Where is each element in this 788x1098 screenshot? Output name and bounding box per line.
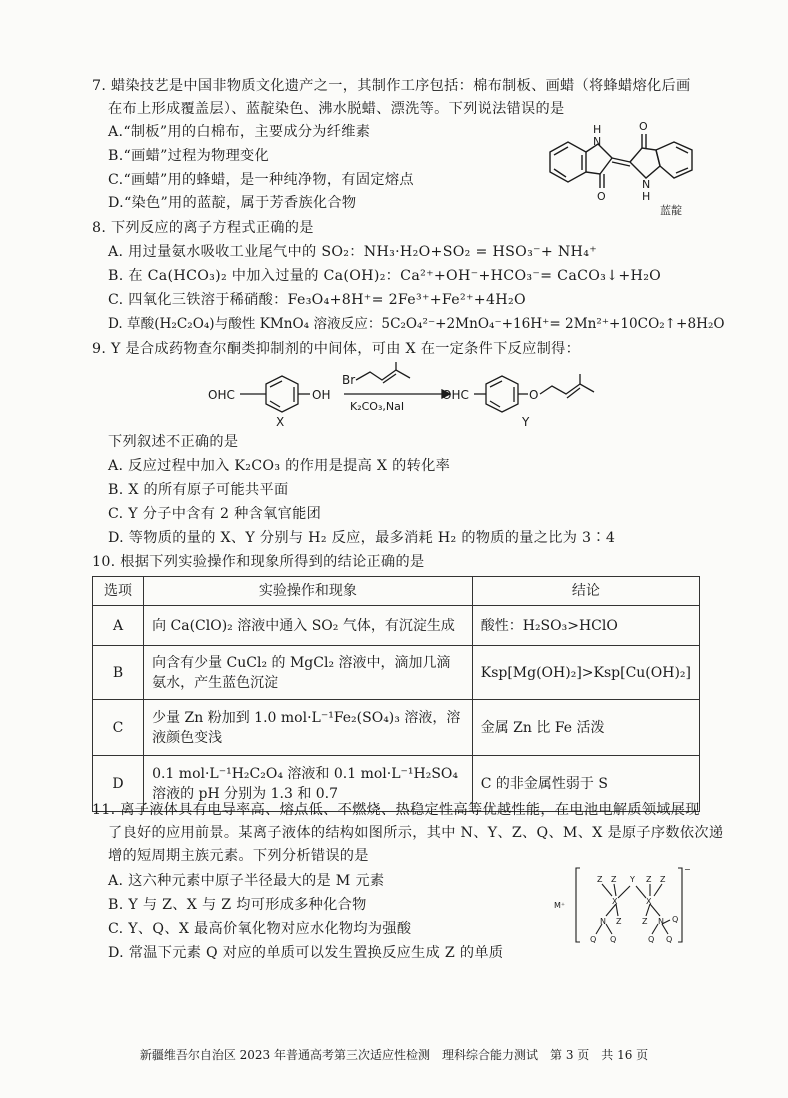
q8-option-c: C. 四氧化三铁溶于稀硝酸：Fe₃O₄+8H⁺= 2Fe³⁺+Fe²⁺+4H₂O [108, 292, 526, 308]
row-key: B [93, 646, 144, 700]
q11-stem-line3: 增的短周期主族元素。下列分析错误的是 [108, 848, 369, 864]
row-key: A [93, 606, 144, 646]
atom-z: Z [646, 875, 652, 884]
row-conclusion: C 的非金属性弱于 S [472, 756, 699, 812]
indigo-n-top: N [593, 135, 602, 148]
q9-option-d: D. 等物质的量的 X、Y 分别与 H₂ 反应，最多消耗 H₂ 的物质的量之比为 3∶4 [108, 530, 616, 546]
q11-option-d: D. 常温下元素 Q 对应的单质可以发生置换反应生成 Z 的单质 [108, 945, 504, 961]
row-operation: 向含有少量 CuCl₂ 的 MgCl₂ 溶液中，滴加几滴氨水，产生蓝色沉淀 [144, 646, 473, 700]
row-key: C [93, 700, 144, 756]
page-footer: 新疆维吾尔自治区 2023 年普通高考第三次适应性检测 理科综合能力测试 第 3 页 共 16 页 [139, 1048, 649, 1062]
row-operation: 0.1 mol·L⁻¹H₂C₂O₄ 溶液和 0.1 mol·L⁻¹H₂SO₄ 溶液的 pH 分别为 1.3 和 0.7 [144, 756, 473, 812]
atom-z: Z [642, 917, 648, 926]
x-oh-label: OH [312, 388, 331, 402]
q10-stem: 10. 根据下列实验操作和现象所得到的结论正确的是 [92, 554, 425, 570]
q9-stem: 9. Y 是合成药物查尔酮类抑制剂的中间体，可由 X 在一定条件下反应制得： [92, 341, 581, 357]
indigo-label: 蓝靛 [660, 204, 682, 217]
atom-z: Z [597, 875, 603, 884]
atom-z: Z [616, 917, 622, 926]
atom-z: Z [611, 875, 617, 884]
q9-reaction-scheme [206, 360, 606, 432]
y-compound-label: Y [522, 415, 530, 429]
q8-option-a: A. 用过量氨水吸收工业尾气中的 SO₂：NH₃·H₂O+SO₂ = HSO₃⁻+ NH₄⁺ [108, 244, 598, 260]
row-conclusion: Ksp[Mg(OH)₂]>Ksp[Cu(OH)₂] [472, 646, 699, 700]
q11-option-a: A. 这六种元素中原子半径最大的是 M 元素 [108, 873, 385, 889]
q7-option-b: B.“画蜡”过程为物理变化 [108, 148, 270, 164]
atom-n: N [658, 917, 664, 926]
reagent-br-label: Br [342, 373, 356, 387]
y-o-label: O [529, 388, 539, 402]
atom-q: Q [648, 935, 655, 944]
row-conclusion: 酸性：H₂SO₃>HClO [472, 606, 699, 646]
row-operation: 少量 Zn 粉加到 1.0 mol·L⁻¹Fe₂(SO₄)₃ 溶液，溶液颜色变浅 [144, 700, 473, 756]
q11-stem-line1: 11. 离子液体具有电导率高、熔点低、不燃烧、热稳定性高等优越性能，在电池电解质领域展现 [92, 802, 700, 818]
q9-option-a: A. 反应过程中加入 K₂CO₃ 的作用是提高 X 的转化率 [108, 458, 451, 474]
indigo-o-top: O [639, 120, 648, 133]
indigo-h-bottom: H [642, 190, 651, 203]
q8-stem: 8. 下列反应的离子方程式正确的是 [92, 220, 314, 236]
q8-option-d: D. 草酸(H₂C₂O₄)与酸性 KMnO₄ 溶液反应：5C₂O₄²⁻+2MnO₄⁻+16H⁺= 2Mn²⁺+10CO₂↑+8H₂O [108, 316, 725, 332]
header-operation: 实验操作和现象 [144, 577, 473, 606]
table-header-row [93, 577, 700, 606]
row-operation: 向 Ca(ClO)₂ 溶液中通入 SO₂ 气体，有沉淀生成 [144, 606, 473, 646]
q10-table [92, 576, 700, 812]
indigo-h-top: H [593, 123, 602, 136]
indigo-structure-figure [538, 118, 708, 220]
q7-stem-line2: 在布上形成覆盖层）、蓝靛染色、沸水脱蜡、漂洗等。下列说法错误的是 [108, 101, 565, 117]
atom-n: N [600, 917, 606, 926]
y-ohc-label: OHC [442, 388, 469, 402]
row-key: D [93, 756, 144, 812]
header-conclusion: 结论 [472, 577, 699, 606]
q11-option-c: C. Y、Q、X 最高价氧化物对应水化物均为强酸 [108, 921, 412, 937]
table-row [93, 646, 700, 700]
indigo-o-bottom: O [597, 190, 606, 203]
atom-q: Q [666, 935, 673, 944]
table-row [93, 700, 700, 756]
atom-q: Q [672, 915, 679, 924]
atom-x: X [646, 897, 652, 906]
atom-z: Z [660, 875, 666, 884]
q7-option-a: A.“制板”用的白棉布，主要成分为纤维素 [108, 124, 371, 140]
header-option: 选项 [93, 577, 144, 606]
q9-option-b: B. X 的所有原子可能共平面 [108, 482, 289, 498]
table-row [93, 606, 700, 646]
atom-y: Y [630, 875, 635, 884]
x-ohc-label: OHC [208, 388, 235, 402]
q7-stem-line1: 7. 蜡染技艺是中国非物质文化遗产之一，其制作工序包括：棉布制板、画蜡（将蜂蜡熔化后画 [92, 78, 691, 94]
atom-minus-charge: − [684, 865, 691, 874]
q11-stem-line2: 了良好的应用前景。某离子液体的结构如图所示，其中 N、Y、Z、Q、M、X 是原子序数依次递 [108, 825, 724, 841]
q11-option-b: B. Y 与 Z、X 与 Z 均可形成多种化合物 [108, 897, 367, 913]
q7-option-c: C.“画蜡”用的蜂蜡，是一种纯净物，有固定熔点 [108, 172, 414, 188]
q9-prompt: 下列叙述不正确的是 [108, 434, 239, 450]
row-conclusion: 金属 Zn 比 Fe 活泼 [472, 700, 699, 756]
indigo-n-bottom: N [642, 178, 651, 191]
q7-option-d: D.“染色”用的蓝靛，属于芳香族化合物 [108, 195, 357, 211]
reagent-conditions-label: K₂CO₃,NaI [350, 400, 405, 413]
atom-m-cation: M⁺ [554, 901, 566, 910]
atom-x: X [612, 897, 618, 906]
q9-option-c: C. Y 分子中含有 2 种含氧官能团 [108, 506, 322, 522]
atom-q: Q [590, 935, 597, 944]
atom-q: Q [610, 935, 617, 944]
ionic-liquid-structure-figure [550, 862, 700, 950]
q8-option-b: B. 在 Ca(HCO₃)₂ 中加入过量的 Ca(OH)₂：Ca²⁺+OH⁻+HCO₃⁻= CaCO₃↓+H₂O [108, 268, 662, 284]
x-compound-label: X [276, 415, 285, 429]
